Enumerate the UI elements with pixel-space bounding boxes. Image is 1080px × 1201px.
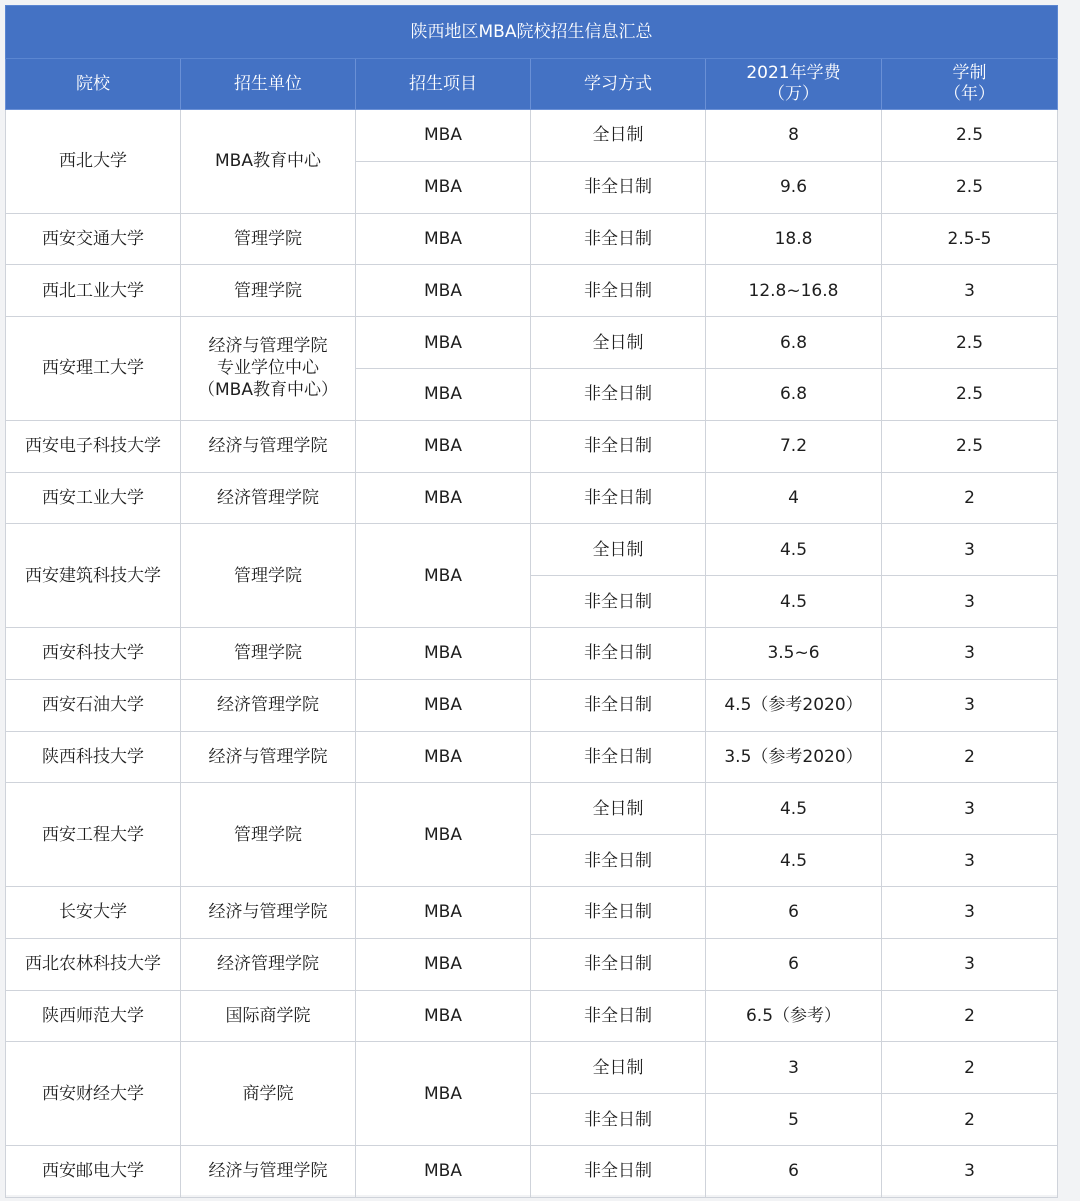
table-row xyxy=(6,886,1058,938)
cell-program: MBA xyxy=(356,213,531,265)
table-row xyxy=(6,472,1058,524)
header-unit: 招生单位 xyxy=(181,59,356,110)
cell-school: 西北农林科技大学 xyxy=(6,938,181,990)
cell-years: 2 xyxy=(882,1094,1058,1146)
cell-fee: 3.5~6 xyxy=(706,627,882,679)
header-fee-line1: 2021年学费 xyxy=(746,63,841,83)
cell-years: 3 xyxy=(882,524,1058,576)
header-years-line1: 学制 xyxy=(952,63,987,83)
cell-fee: 6 xyxy=(706,1145,882,1197)
cell-fee: 6 xyxy=(706,938,882,990)
cell-school: 西北工业大学 xyxy=(6,265,181,317)
cell-program: MBA xyxy=(356,317,531,369)
cell-fee: 3 xyxy=(706,1042,882,1094)
cell-unit: 经济与管理学院 xyxy=(181,886,356,938)
table-row xyxy=(6,1042,1058,1094)
cell-fee: 8 xyxy=(706,110,882,162)
cell-fee: 12.8~16.8 xyxy=(706,265,882,317)
header-fee xyxy=(706,59,882,110)
cell-fee: 6.8 xyxy=(706,317,882,369)
cell-years: 2.5 xyxy=(882,317,1058,369)
cell-mode: 非全日制 xyxy=(531,938,706,990)
cell-program: MBA xyxy=(356,161,531,213)
cell-program: MBA xyxy=(356,783,531,887)
table-row xyxy=(6,731,1058,783)
cell-unit: MBA教育中心 xyxy=(181,110,356,214)
cell-unit: 经济与管理学院 xyxy=(181,731,356,783)
cell-mode: 全日制 xyxy=(531,317,706,369)
cell-school: 西安邮电大学 xyxy=(6,1145,181,1197)
table-row xyxy=(6,1145,1058,1197)
cell-school: 陕西师范大学 xyxy=(6,990,181,1042)
cell-school: 西安电子科技大学 xyxy=(6,420,181,472)
cell-years: 3 xyxy=(882,679,1058,731)
cell-years: 2 xyxy=(882,731,1058,783)
cell-unit: 管理学院 xyxy=(181,213,356,265)
table-row xyxy=(6,524,1058,576)
cell-unit: 经济与管理学院 xyxy=(181,1145,356,1197)
header-school: 院校 xyxy=(6,59,181,110)
cell-mode: 非全日制 xyxy=(531,886,706,938)
cell-program: MBA xyxy=(356,731,531,783)
cell-years: 2.5-5 xyxy=(882,213,1058,265)
header-years-line2: （年） xyxy=(944,84,995,104)
cell-fee: 6.5（参考） xyxy=(706,990,882,1042)
cell-school: 西安工程大学 xyxy=(6,783,181,887)
table-row xyxy=(6,213,1058,265)
cell-program: MBA xyxy=(356,627,531,679)
cell-years: 3 xyxy=(882,1145,1058,1197)
cell-years: 3 xyxy=(882,576,1058,628)
cell-unit-line2: 专业学位中心 xyxy=(217,358,319,379)
cell-school: 西安石油大学 xyxy=(6,679,181,731)
header-program: 招生项目 xyxy=(356,59,531,110)
cell-school: 西北大学 xyxy=(6,110,181,214)
cell-school: 西安交通大学 xyxy=(6,213,181,265)
cell-years: 2 xyxy=(882,1042,1058,1094)
cell-program: MBA xyxy=(356,1145,531,1197)
cell-program: MBA xyxy=(356,679,531,731)
cell-mode: 全日制 xyxy=(531,1042,706,1094)
cell-years: 3 xyxy=(882,265,1058,317)
cell-mode: 非全日制 xyxy=(531,161,706,213)
cell-years: 2 xyxy=(882,472,1058,524)
table-row xyxy=(6,420,1058,472)
cell-school: 西安工业大学 xyxy=(6,472,181,524)
cell-years: 3 xyxy=(882,627,1058,679)
cell-unit-line3: （MBA教育中心） xyxy=(198,380,338,401)
table-row xyxy=(6,990,1058,1042)
cell-school: 陕西科技大学 xyxy=(6,731,181,783)
cell-mode: 非全日制 xyxy=(531,627,706,679)
cell-years: 2 xyxy=(882,990,1058,1042)
cell-unit: 管理学院 xyxy=(181,265,356,317)
cell-fee: 4.5 xyxy=(706,576,882,628)
cell-years: 3 xyxy=(882,886,1058,938)
cell-mode: 非全日制 xyxy=(531,1094,706,1146)
cell-program: MBA xyxy=(356,886,531,938)
table-row xyxy=(6,317,1058,369)
table-row xyxy=(6,679,1058,731)
cell-fee: 7.2 xyxy=(706,420,882,472)
cell-unit: 管理学院 xyxy=(181,783,356,887)
cell-fee: 4.5 xyxy=(706,783,882,835)
cell-unit: 国际商学院 xyxy=(181,990,356,1042)
table-row xyxy=(6,938,1058,990)
cell-program: MBA xyxy=(356,990,531,1042)
cell-fee: 9.6 xyxy=(706,161,882,213)
cell-fee: 4 xyxy=(706,472,882,524)
cell-mode: 非全日制 xyxy=(531,679,706,731)
mba-info-table xyxy=(5,5,1058,1198)
cell-years: 2.5 xyxy=(882,161,1058,213)
cell-mode: 非全日制 xyxy=(531,368,706,420)
cell-mode: 非全日制 xyxy=(531,990,706,1042)
header-years xyxy=(882,59,1058,110)
cell-years: 3 xyxy=(882,938,1058,990)
cell-fee: 3.5（参考2020） xyxy=(706,731,882,783)
cell-program: MBA xyxy=(356,420,531,472)
cell-unit: 经济管理学院 xyxy=(181,472,356,524)
cell-mode: 全日制 xyxy=(531,524,706,576)
cell-program: MBA xyxy=(356,1042,531,1146)
cell-mode: 非全日制 xyxy=(531,472,706,524)
cell-mode: 非全日制 xyxy=(531,731,706,783)
cell-unit-line1: 经济与管理学院 xyxy=(208,336,328,357)
header-fee-line2: （万） xyxy=(768,84,819,104)
cell-mode: 全日制 xyxy=(531,783,706,835)
cell-years: 3 xyxy=(882,783,1058,835)
table-row xyxy=(6,627,1058,679)
table-row xyxy=(6,110,1058,162)
cell-fee: 5 xyxy=(706,1094,882,1146)
cell-fee: 4.5（参考2020） xyxy=(706,679,882,731)
cell-fee: 18.8 xyxy=(706,213,882,265)
cell-fee: 6.8 xyxy=(706,368,882,420)
cell-mode: 非全日制 xyxy=(531,213,706,265)
cell-mode: 非全日制 xyxy=(531,835,706,887)
cell-mode: 全日制 xyxy=(531,110,706,162)
cell-program: MBA xyxy=(356,368,531,420)
table-title: 陕西地区MBA院校招生信息汇总 xyxy=(6,6,1058,59)
mba-info-table-sheet xyxy=(5,5,1057,1195)
cell-years: 2.5 xyxy=(882,368,1058,420)
cell-unit xyxy=(181,317,356,421)
cell-school: 西安科技大学 xyxy=(6,627,181,679)
cell-unit: 管理学院 xyxy=(181,524,356,628)
cell-unit: 管理学院 xyxy=(181,627,356,679)
table-row xyxy=(6,265,1058,317)
cell-mode: 非全日制 xyxy=(531,1145,706,1197)
cell-program: MBA xyxy=(356,938,531,990)
cell-years: 2.5 xyxy=(882,110,1058,162)
cell-years: 3 xyxy=(882,835,1058,887)
cell-unit: 经济管理学院 xyxy=(181,679,356,731)
cell-fee: 4.5 xyxy=(706,524,882,576)
cell-program: MBA xyxy=(356,472,531,524)
cell-fee: 4.5 xyxy=(706,835,882,887)
cell-unit: 经济管理学院 xyxy=(181,938,356,990)
cell-program: MBA xyxy=(356,524,531,628)
cell-program: MBA xyxy=(356,265,531,317)
cell-mode: 非全日制 xyxy=(531,420,706,472)
cell-mode: 非全日制 xyxy=(531,576,706,628)
cell-school: 西安建筑科技大学 xyxy=(6,524,181,628)
cell-school: 长安大学 xyxy=(6,886,181,938)
cell-school: 西安理工大学 xyxy=(6,317,181,421)
header-mode: 学习方式 xyxy=(531,59,706,110)
cell-school: 西安财经大学 xyxy=(6,1042,181,1146)
cell-fee: 6 xyxy=(706,886,882,938)
cell-mode: 非全日制 xyxy=(531,265,706,317)
cell-unit: 商学院 xyxy=(181,1042,356,1146)
cell-unit: 经济与管理学院 xyxy=(181,420,356,472)
cell-program: MBA xyxy=(356,110,531,162)
table-row xyxy=(6,783,1058,835)
cell-years: 2.5 xyxy=(882,420,1058,472)
